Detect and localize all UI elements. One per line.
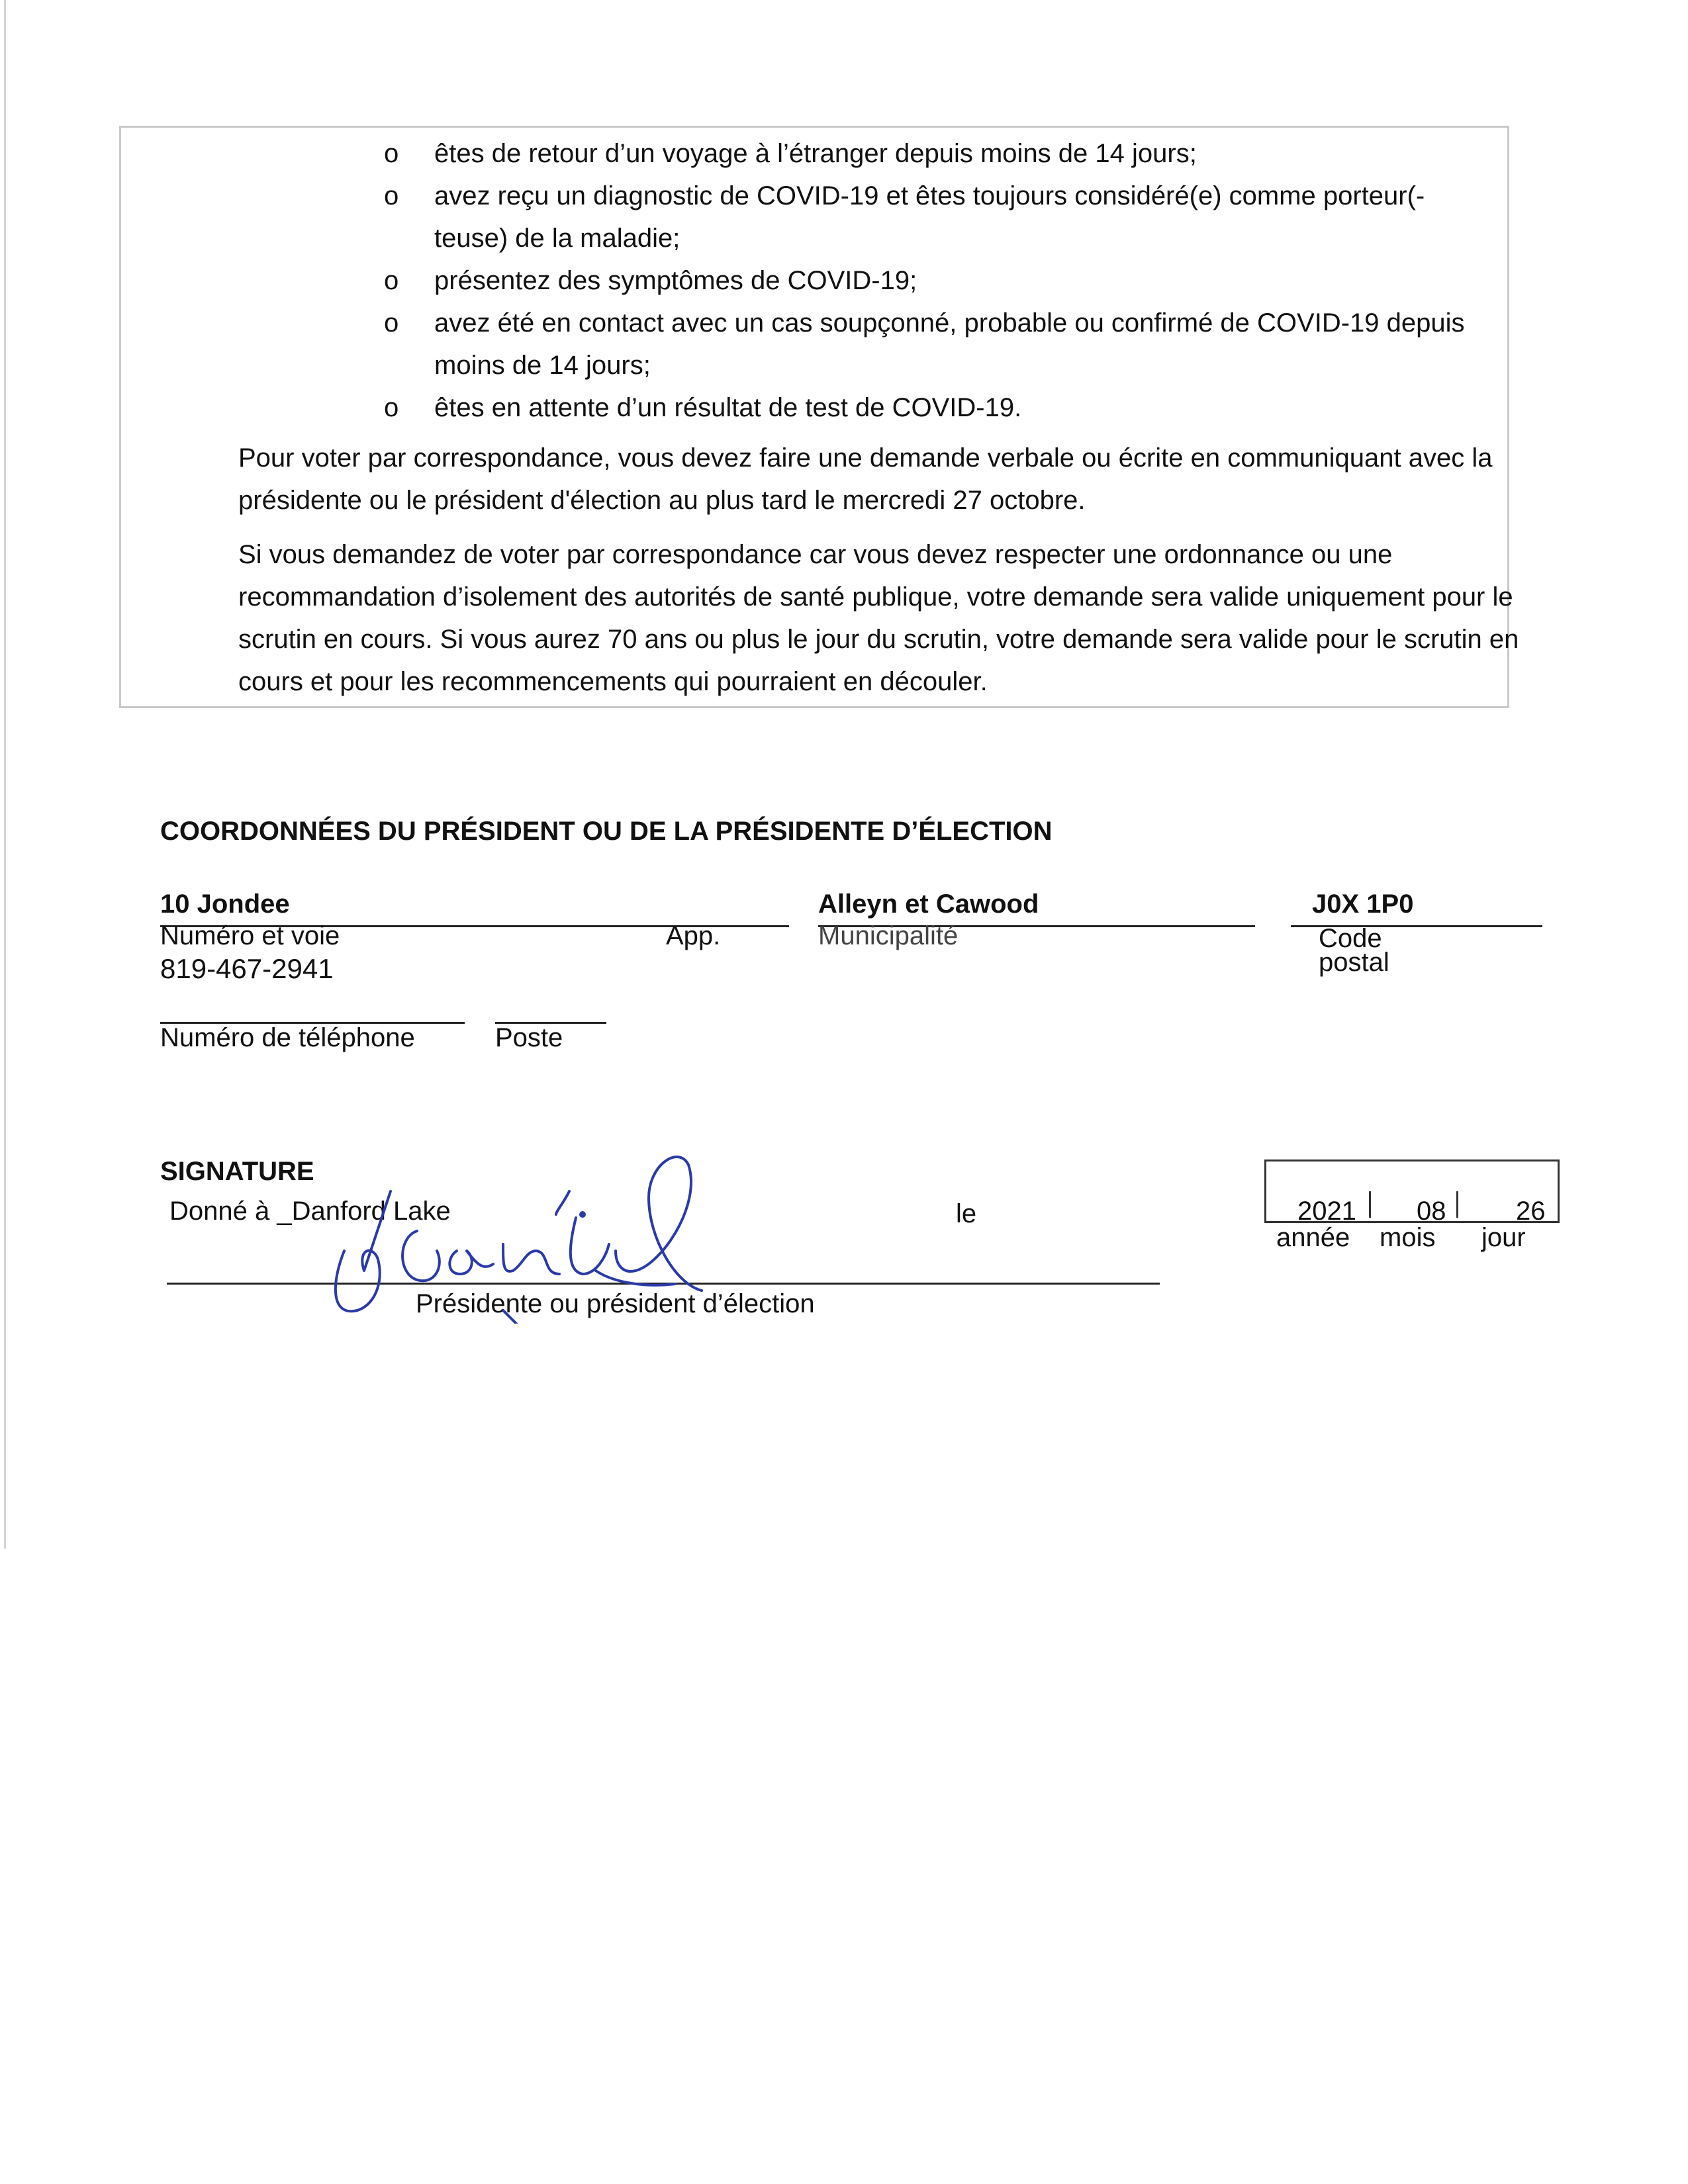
date-month-label: mois [1380, 1223, 1436, 1252]
signature-section-title: SIGNATURE [160, 1157, 314, 1186]
scan-edge [4, 0, 6, 1549]
postal-code-value: J0X 1P0 [1312, 889, 1414, 919]
date-day-label: jour [1481, 1223, 1526, 1252]
bullet-text: avez été en contact avec un cas soupçonné, probable ou confirmé de COVID-19 depuis moins de 14 jours; [434, 308, 1465, 380]
phone-value: 819-467-2941 [160, 953, 334, 984]
extension-label: Poste [495, 1023, 563, 1052]
bullet-circle-icon: o [384, 266, 399, 295]
bullet-text: êtes de retour d’un voyage à l’étranger depuis moins de 14 jours; [434, 139, 1197, 168]
notice-bullet-list [263, 132, 1495, 429]
apt-label: App. [666, 921, 721, 950]
contact-section-title: COORDONNÉES DU PRÉSIDENT OU DE LA PRÉSIDENTE D’ÉLECTION [160, 817, 1053, 846]
date-month: 08 [1417, 1197, 1446, 1226]
date-separator [1456, 1191, 1458, 1218]
phone-label: Numéro de téléphone [160, 1023, 415, 1052]
list-item [263, 302, 1495, 387]
bullet-text: êtes en attente d’un résultat de test de COVID-19. [434, 393, 1022, 422]
date-day: 26 [1516, 1197, 1546, 1226]
date-year: 2021 [1297, 1197, 1356, 1226]
date-separator [1369, 1191, 1371, 1218]
bullet-circle-icon: o [384, 308, 399, 338]
list-item [263, 259, 1495, 302]
bullet-text: présentez des symptômes de COVID-19; [434, 266, 917, 295]
postal-code-label-line2: postal [1319, 948, 1389, 977]
street-label: Numéro et voie [160, 921, 340, 950]
list-item [263, 387, 1495, 429]
signature-dot [579, 1211, 586, 1218]
on-date-label: le [956, 1199, 977, 1228]
given-at-label: Donné à _ [169, 1197, 292, 1226]
signer-label: Présidente ou président d’élection [416, 1289, 815, 1318]
notice-paragraph-validity: Si vous demandez de voter par correspondance car vous devez respecter une ordonnance ou une recommandation d’isolement des autorités de santé publique, votre demande sera valide uniquement pour le scrutin en cours. Si vous aurez 70 ans ou plus le jour du scrutin, votre demande sera valide pour le scrutin en cours et pour les recommencements qui pourraient en découler. [238, 540, 1519, 696]
list-item [263, 132, 1495, 175]
handwritten-signature [305, 1152, 781, 1324]
bullet-circle-icon: o [384, 181, 399, 210]
given-at-value: Danford Lake [291, 1197, 451, 1226]
notice-paragraph-deadline: Pour voter par correspondance, vous devez faire une demande verbale ou écrite en communiquant avec la présidente ou le président d'élection au plus tard le mercredi 27 octobre. [238, 443, 1493, 515]
street-value: 10 Jondee [160, 889, 290, 919]
date-year-label: année [1276, 1223, 1350, 1252]
municipality-label: Municipalité [818, 921, 959, 950]
signature-strokes [336, 1157, 702, 1324]
municipality-value: Alleyn et Cawood [818, 889, 1039, 919]
bullet-circle-icon: o [384, 393, 399, 422]
bullet-circle-icon: o [384, 139, 399, 168]
postal-code-label-line1: Code [1319, 924, 1382, 953]
list-item [263, 175, 1495, 259]
bullet-text: avez reçu un diagnostic de COVID-19 et êtes toujours considéré(e) comme porteur(-teuse) de la maladie; [434, 181, 1425, 253]
